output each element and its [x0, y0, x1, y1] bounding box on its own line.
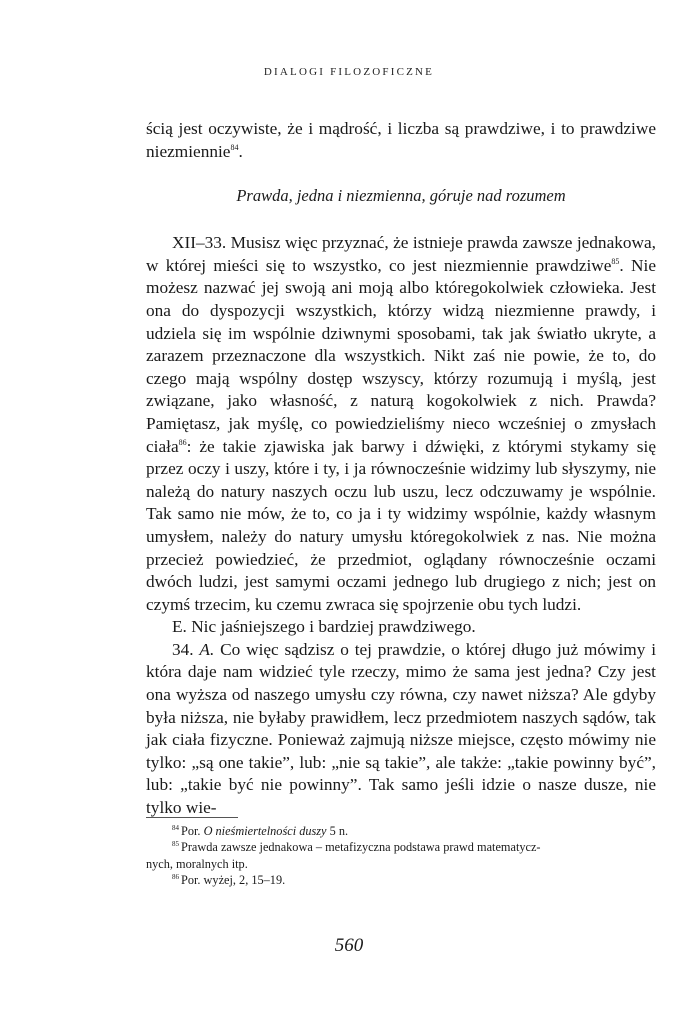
footnote-mark: 85: [172, 840, 179, 849]
page-number: 560: [334, 935, 364, 956]
opening-text: ścią jest oczywiste, że i mądrość, i liczba są prawdziwe, i to prawdziwe niezmiennie: [146, 119, 656, 161]
footnote-84: [146, 823, 656, 839]
footnotes: [146, 823, 656, 889]
footnote-text: Prawda zawsze jednakowa – metafizyczna podstawa prawd matematycz-: [181, 840, 541, 855]
footnote-ref-84[interactable]: 84: [230, 142, 239, 152]
paragraph-33: [146, 232, 656, 616]
main-text: [146, 118, 656, 820]
footnote-85-continued: nych, moralnych itp.: [146, 856, 248, 871]
paragraph-33-start: XII–33. Musisz więc przyznać, że istnieje prawda zawsze jednakowa, w której mieści się to wszystko, co jest niezmiennie prawdziwe: [146, 233, 656, 275]
speaker-label: A.: [199, 639, 215, 659]
footnote-text: Por.: [181, 824, 204, 838]
paragraph-e-reply: E. Nic jaśniejszego i bardziej prawdziwego.: [172, 617, 476, 637]
paragraph-33-end: : że takie zjawiska jak barwy i dźwięki, z którymi stykamy się przez oczy i uszy, które i ty, i ja równocześnie widzimy lub słyszymy, nie należą do natury naszych oczu lub uszu, lecz odczuwamy je wspólnie. Tak samo nie mów, że to, co ja i ty widzimy wspólnie, każdy własnym umysłem, należy do natury umysłu któregokolwiek z nas. Nie można przecież powiedzieć, że przedmiot, oglądany równocześnie oczami dwóch ludzi, jest samymi oczami jednego lub drugiego z nich; jest on czymś trzecim, ku czemu zwraca się spojrzenie obu tych ludzi.: [146, 436, 656, 614]
paragraph-34-number: 34.: [172, 639, 200, 659]
footnote-title: O nieśmiertelności duszy: [203, 824, 327, 838]
paragraph-34: [146, 639, 656, 820]
footnote-mark: 86: [172, 873, 179, 882]
footnote-ref-85[interactable]: 85: [611, 256, 620, 266]
footnote-mark: 84: [172, 824, 179, 832]
running-head: DIALOGI FILOZOFICZNE: [263, 66, 435, 78]
footnote-text: 5 n.: [326, 824, 349, 838]
footnote-divider: [146, 817, 238, 818]
footnote-85: [146, 839, 656, 855]
footnote-text: Por. wyżej, 2, 15–19.: [181, 873, 286, 888]
opening-paragraph: [146, 118, 656, 163]
footnote-ref-86[interactable]: 86: [178, 437, 187, 447]
opening-after: .: [238, 141, 243, 161]
section-subheading: Prawda, jedna i niezmienna, góruje nad rozumem: [236, 186, 566, 206]
paragraph-34-text: Co więc sądzisz o tej prawdzie, o której długo już mówimy i która daje nam widzieć tyle rzeczy, mimo że sama jest jedna? Czy jest ona wyższa od naszego umysłu czy równa, czy nawet niższa? Ale gdyby była niższa, nie byłaby prawidłem, lecz przedmiotem naszych sądów, tak jak ciała fizyczne. Ponieważ zajmują niższe miejsce, często mówimy nie tylko: „są one takie”, lub: „nie są takie”, ale także: „takie powinny być”, lub: „takie być nie powinny”. Tak samo jeśli idzie o nasze dusze, nie tylko wie-: [146, 639, 656, 818]
footnote-86: [146, 872, 656, 888]
paragraph-33-middle: . Nie możesz nazwać jej swoją ani moją albo któregokolwiek człowieka. Jest ona do dyspozycji wszystkich, którzy widzą niezmienne prawdy, i udziela się im wspólnie dziwnymi sposobami, tak jak światło ukryte, a zarazem przeznaczone dla wszystkich. Nikt zaś nie powie, że to, do czego mają wspólny dostęp wszyscy, którzy rozumują i myślą, jest związane, jako własność, z naturą kogokolwiek z nich. Prawda? Pamiętasz, jak myślę, co powiedzieliśmy nieco wcześniej o zmysłach ciała: [146, 255, 656, 456]
